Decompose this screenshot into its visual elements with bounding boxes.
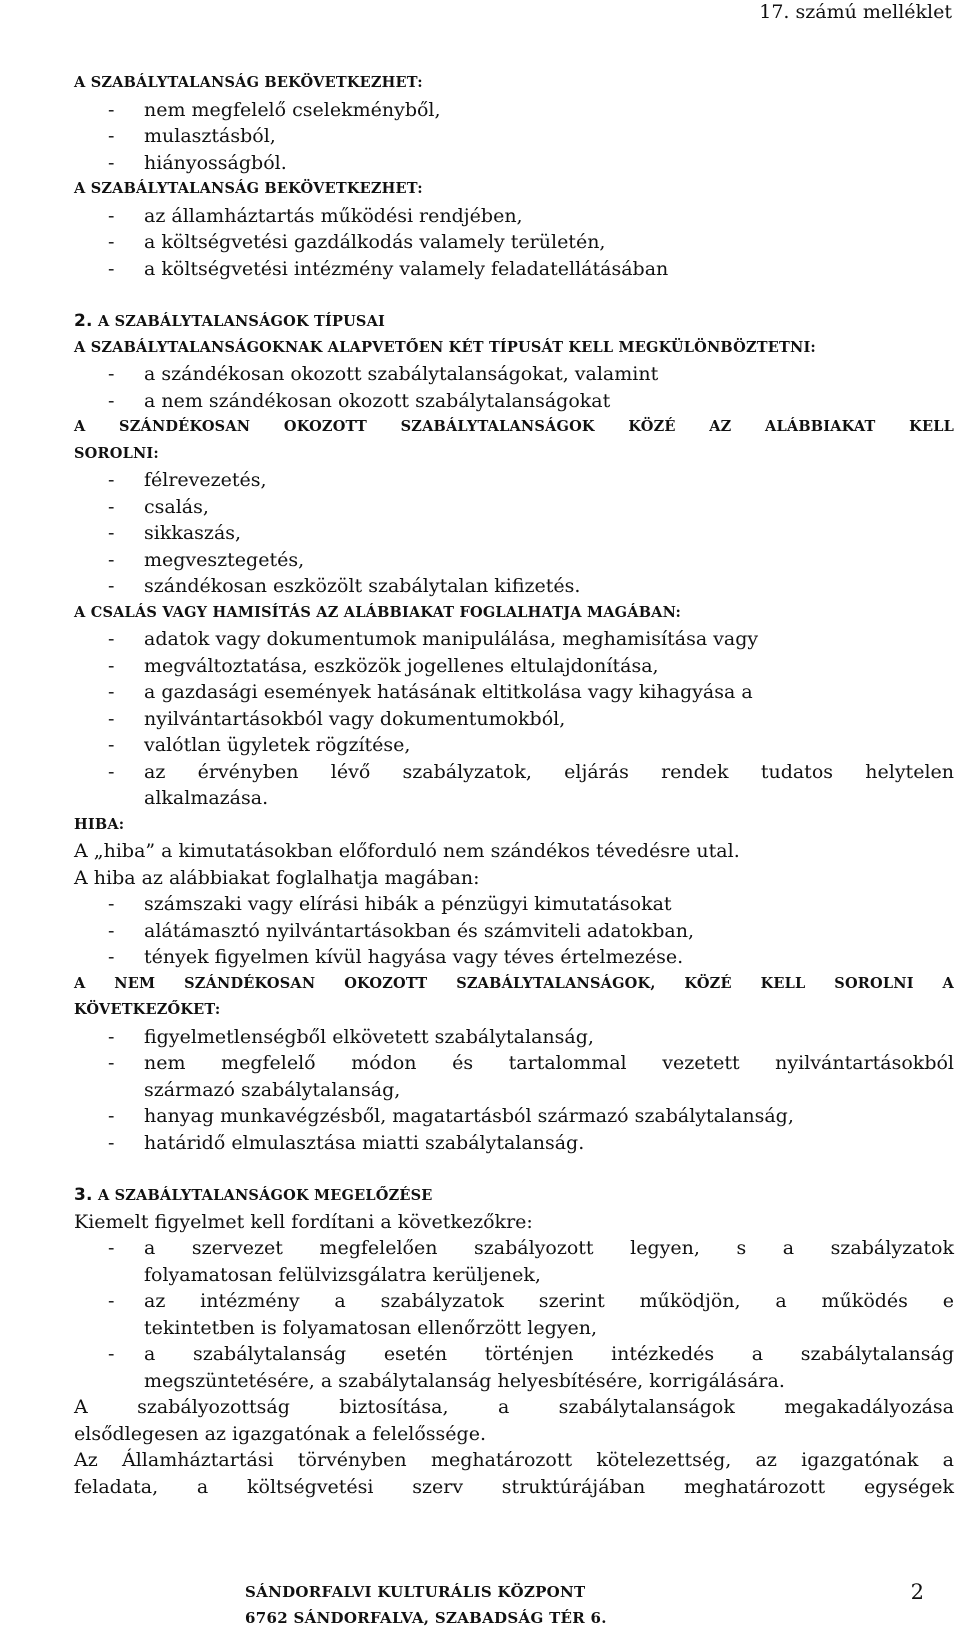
list-item: - a nem szándékosan okozott szabálytalanságokat <box>108 389 611 412</box>
error-definition: A „hiba” a kimutatásokban előforduló nem szándékos tévedésre utal. <box>74 840 740 862</box>
list-item: - csalás, <box>108 495 209 518</box>
list-item: - az érvényben lévő szabályzatok, eljárás rendek tudatos helytelen <box>108 760 954 783</box>
list-item: - nyilvántartásokból vagy dokumentumokból, <box>108 707 566 730</box>
fraud-heading: A CSALÁS VAGY HAMISÍTÁS AZ ALÁBBIAKAT FOGLALHATJA MAGÁBAN: <box>74 603 682 621</box>
intentional-heading: A SZÁNDÉKOSAN OKOZOTT SZABÁLYTALANSÁGOK KÖZÉ AZ ALÁBBIAKAT KELL <box>74 418 954 435</box>
page-content <box>74 70 954 1500</box>
paragraph-line: Az Államháztartási törvényben meghatározott kötelezettség, az igazgatónak a <box>74 1449 954 1471</box>
list-item: - valótlan ügyletek rögzítése, <box>108 734 411 756</box>
list-item: - a költségvetési gazdálkodás valamely területén, <box>108 231 606 253</box>
list-item-cont: alkalmazása. <box>144 787 269 809</box>
footer-org-name: SÁNDORFALVI KULTURÁLIS KÖZPONT <box>245 1583 586 1601</box>
error-intro: A hiba az alábbiakat foglalhatja magában: <box>74 866 480 889</box>
list-item: - nem megfelelő cselekményből, <box>108 98 441 121</box>
unintentional-heading-cont: KÖVETKEZŐKET: <box>74 1001 221 1018</box>
list-item-cont: származó szabálytalanság, <box>144 1078 401 1101</box>
list-item: - az intézmény a szabályzatok szerint működjön, a működés e <box>108 1290 954 1312</box>
list-item-cont: folyamatosan felülvizsgálatra kerüljenek, <box>144 1263 541 1286</box>
section2-intro-heading: A SZABÁLYTALANSÁGOKNAK ALAPVETŐEN KÉT TÍPUSÁT KELL MEGKÜLÖNBÖZTETNI: <box>74 338 816 356</box>
list-item-cont: megszüntetésére, a szabálytalanság helyesbítésére, korrigálására. <box>144 1369 785 1392</box>
list-item: - mulasztásból, <box>108 125 276 147</box>
list-item: - hanyag munkavégzésből, magatartásból származó szabálytalanság, <box>108 1105 794 1127</box>
page-number: 2 <box>910 1580 924 1604</box>
list-item: - nem megfelelő módon és tartalommal vezetett nyilvántartásokból <box>108 1052 954 1074</box>
list-item: - adatok vagy dokumentumok manipulálása, meghamisítása vagy <box>108 628 759 650</box>
list-item: - a szándékosan okozott szabálytalanságokat, valamint <box>108 363 659 385</box>
list-item-cont: tekintetben is folyamatosan ellenőrzött legyen, <box>144 1316 598 1339</box>
error-heading: HIBA: <box>74 815 125 833</box>
list-item: - a szervezet megfelelően szabályozott legyen, s a szabályzatok <box>108 1237 954 1259</box>
unintentional-heading: A NEM SZÁNDÉKOSAN OKOZOTT SZABÁLYTALANSÁGOK, KÖZÉ KELL SOROLNI A <box>74 974 954 992</box>
list-item: - számszaki vagy elírási hibák a pénzügyi kimutatásokat <box>108 893 672 915</box>
list-item: - határidő elmulasztása miatti szabálytalanság. <box>108 1131 585 1154</box>
section3-title: 3. A SZABÁLYTALANSÁGOK MEGELŐZÉSE <box>74 1185 433 1205</box>
list-item: - a gazdasági események hatásának eltitkolása vagy kihagyása a <box>108 681 753 703</box>
list-item: - szándékosan eszközölt szabálytalan kifizetés. <box>108 575 581 597</box>
section2-title: 2. A SZABÁLYTALANSÁGOK TÍPUSAI <box>74 311 386 331</box>
paragraph-line: A szabályozottság biztosítása, a szabálytalanságok megakadályozása <box>74 1396 954 1418</box>
list-item: - figyelmetlenségből elkövetett szabálytalanság, <box>108 1025 594 1048</box>
list-item: - hiányosságból. <box>108 151 287 174</box>
block2-heading: A SZABÁLYTALANSÁG BEKÖVETKEZHET: <box>74 180 423 197</box>
list-item: - megváltoztatása, eszközök jogellenes eltulajdonítása, <box>108 654 659 677</box>
footer-address-text: 6762 SÁNDORFALVA, SZABADSÁG TÉR 6. <box>245 1609 607 1627</box>
paragraph-line: elsődlegesen az igazgatónak a felelőssége. <box>74 1422 486 1445</box>
list-item: - sikkaszás, <box>108 522 242 544</box>
list-item: - a szabálytalanság esetén történjen intézkedés a szabálytalanság <box>108 1343 954 1365</box>
paragraph-line: feladata, a költségvetési szerv struktúrájában meghatározott egységek <box>74 1475 954 1498</box>
list-item: - félrevezetés, <box>108 469 267 491</box>
section3-intro: Kiemelt figyelmet kell fordítani a következőkre: <box>74 1210 533 1233</box>
list-item: - tények figyelmen kívül hagyása vagy téves értelmezése. <box>108 946 684 968</box>
list-item: - megvesztegetés, <box>108 548 305 571</box>
block1-heading: A SZABÁLYTALANSÁG BEKÖVETKEZHET: <box>74 74 423 91</box>
intentional-heading-cont: SOROLNI: <box>74 444 159 462</box>
list-item: - az államháztartás működési rendjében, <box>108 204 523 227</box>
annex-label: 17. számú melléklet <box>759 1 952 23</box>
list-item: - a költségvetési intézmény valamely feladatellátásában <box>108 257 669 280</box>
list-item: - alátámasztó nyilvántartásokban és számviteli adatokban, <box>108 919 695 942</box>
